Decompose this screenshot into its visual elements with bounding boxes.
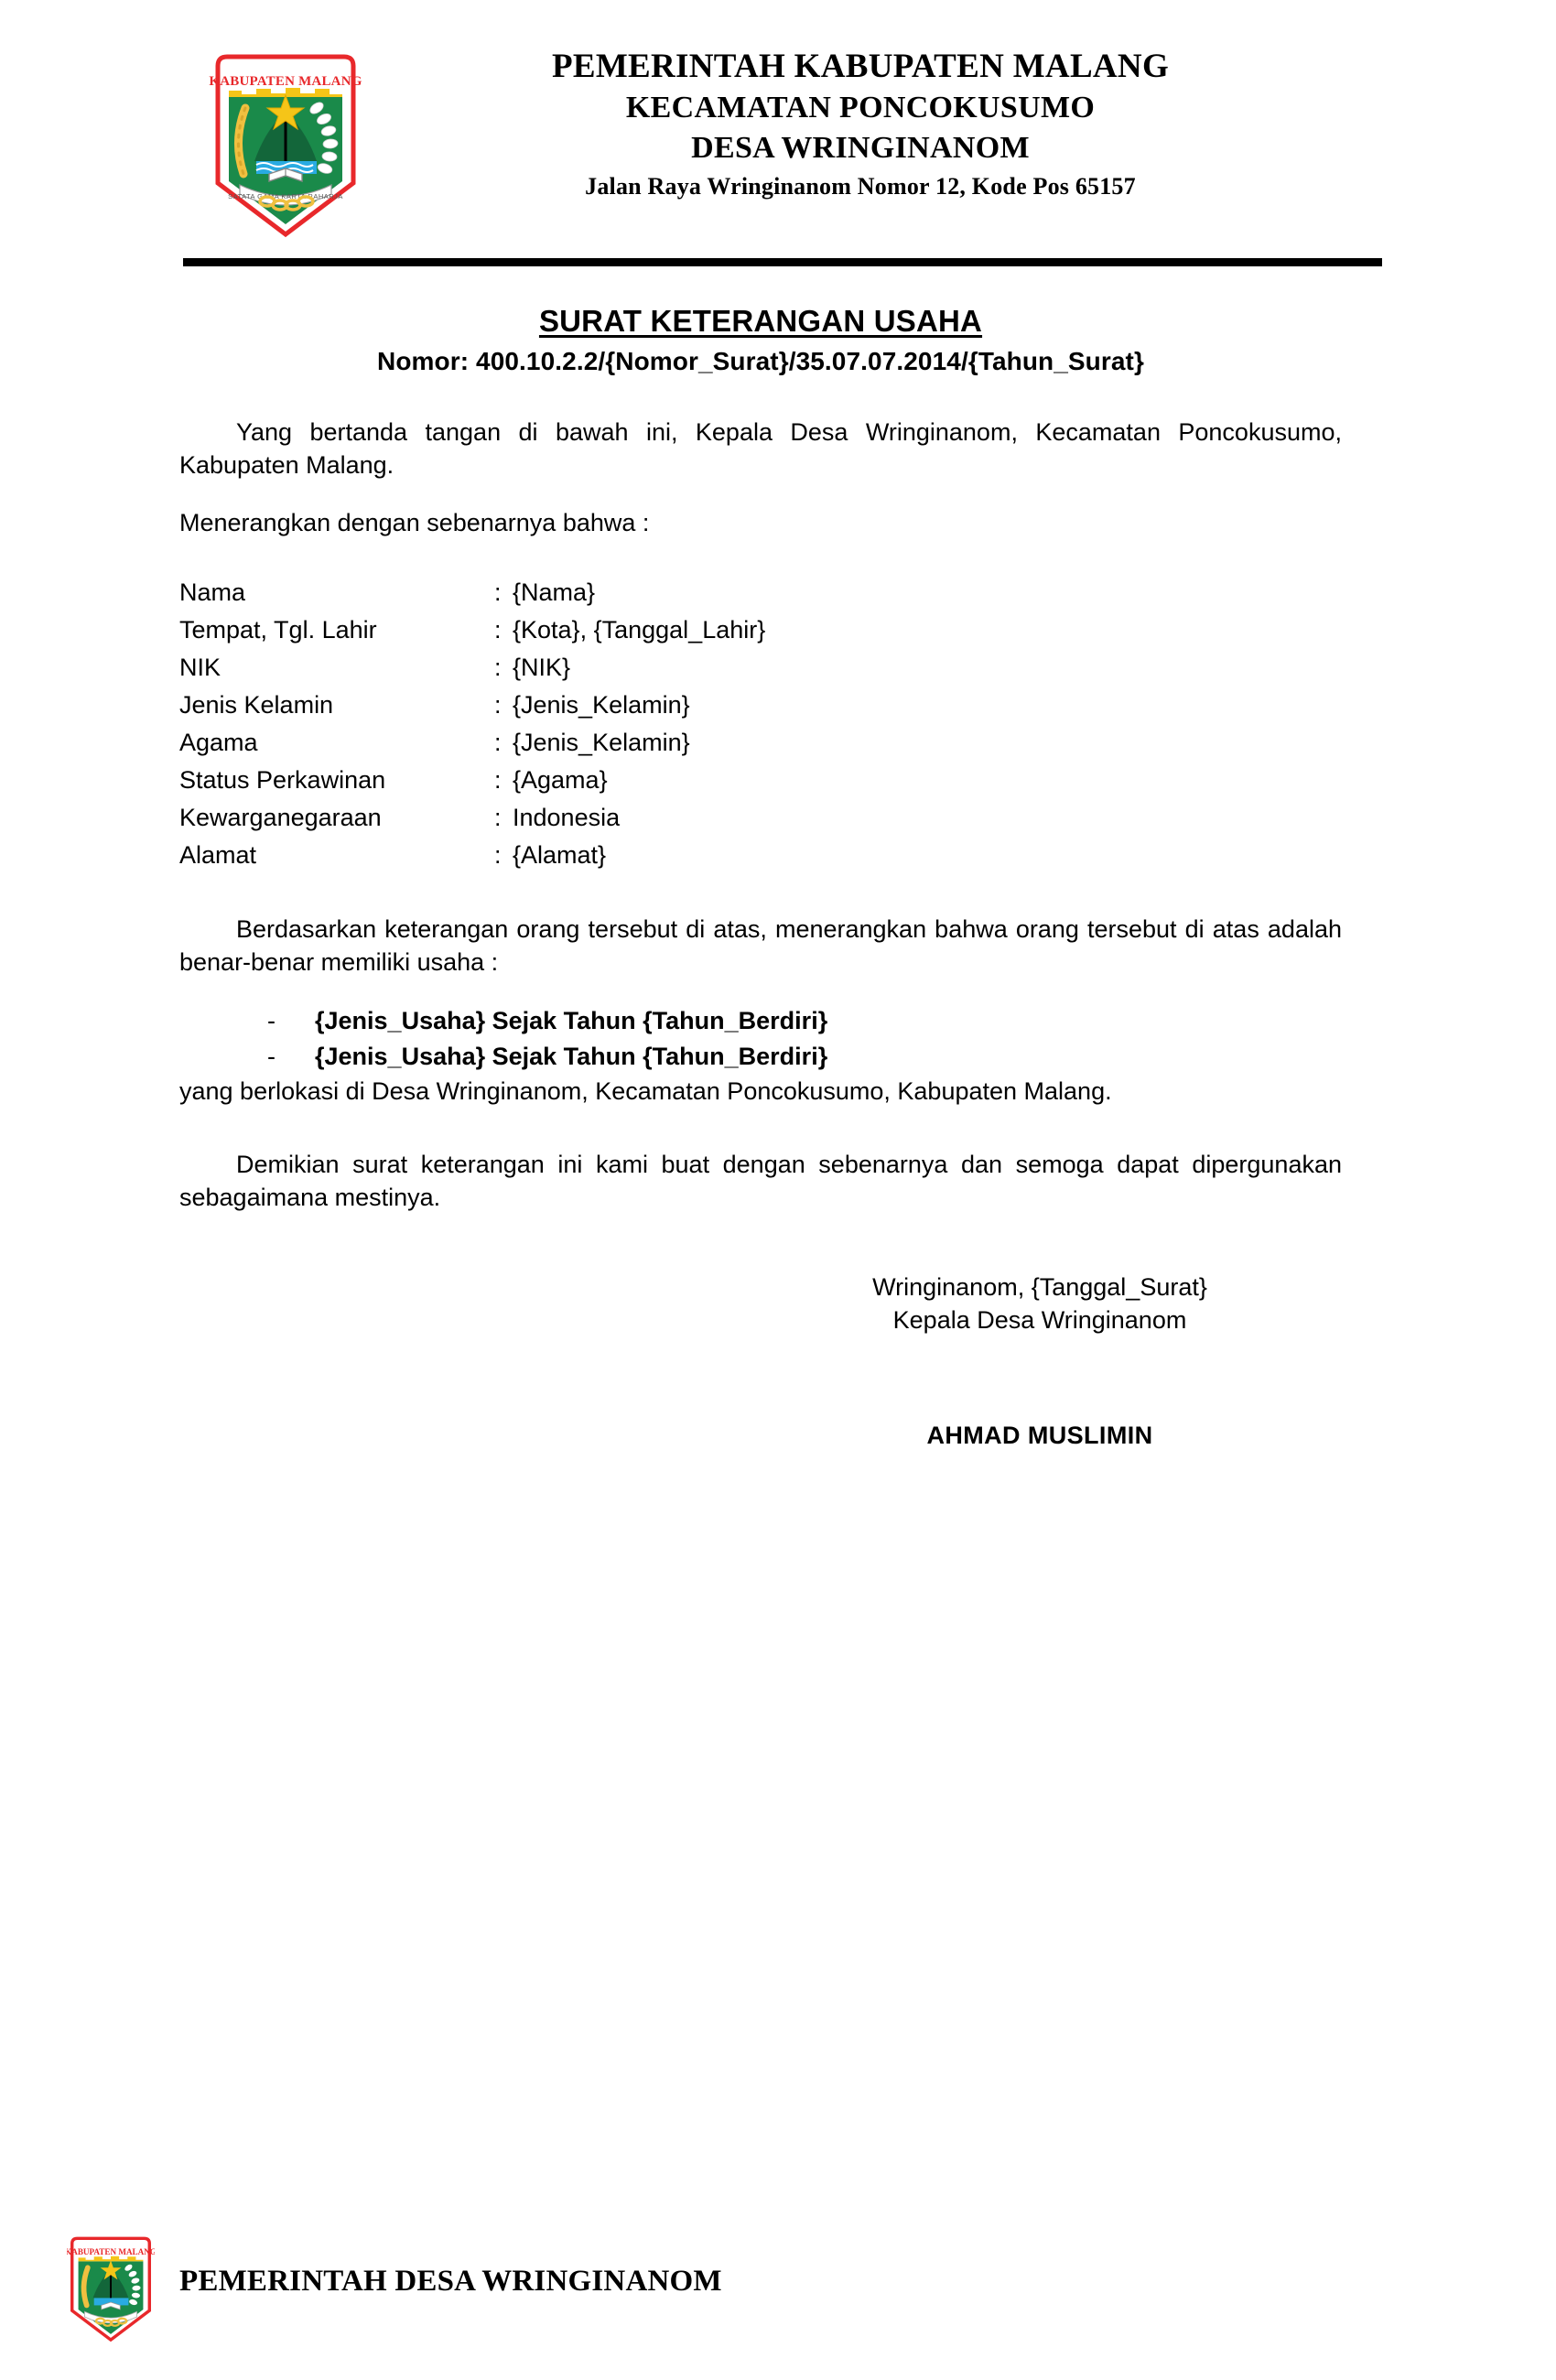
table-row	[179, 649, 1342, 687]
table-row	[179, 724, 1342, 762]
usaha-paragraph: Berdasarkan keterangan orang tersebut di atas, menerangkan bahwa orang tersebut di atas adalah benar-benar memiliki usaha :	[179, 915, 1342, 976]
footer-title: PEMERINTAH DESA WRINGINANOM	[179, 2265, 722, 2298]
field-separator: :	[494, 729, 502, 756]
field-label-status-perkawinan: Status Perkawinan	[179, 766, 386, 794]
usaha-list	[179, 1003, 1342, 1075]
letterhead-text-block	[330, 46, 1391, 205]
field-value-nama: {Nama}	[513, 579, 596, 606]
field-value-kewarganegaraan: Indonesia	[513, 804, 621, 831]
table-row	[179, 574, 1342, 611]
field-value-tempat-tgl-lahir: {Kota}, {Tanggal_Lahir}	[513, 616, 766, 644]
table-row	[179, 687, 1342, 724]
svg-text:KABUPATEN MALANG: KABUPATEN MALANG	[67, 2247, 155, 2256]
table-row	[179, 799, 1342, 837]
document-body	[179, 302, 1342, 1452]
field-label-nama: Nama	[179, 579, 246, 606]
document-number: Nomor: 400.10.2.2/{Nomor_Surat}/35.07.07.2014/{Tahun_Surat}	[377, 347, 1144, 375]
table-row	[179, 837, 1342, 874]
list-item-label: {Jenis_Usaha} Sejak Tahun {Tahun_Berdiri}	[315, 1007, 828, 1034]
bullet-marker: -	[267, 1007, 276, 1034]
intro-paragraph-2: Menerangkan dengan sebenarnya bahwa :	[179, 509, 650, 536]
field-value-nik: {NIK}	[513, 654, 571, 681]
usaha-location-paragraph: yang berlokasi di Desa Wringinanom, Kecamatan Poncokusumo, Kabupaten Malang.	[179, 1077, 1112, 1105]
document-title: SURAT KETERANGAN USAHA	[538, 304, 983, 338]
field-value-jenis-kelamin: {Jenis_Kelamin}	[513, 691, 690, 719]
list-item	[179, 1039, 1342, 1075]
field-label-alamat: Alamat	[179, 841, 257, 869]
field-label-agama: Agama	[179, 729, 258, 756]
field-label-nik: NIK	[179, 654, 222, 681]
kabupaten-malang-crest-icon-footer	[67, 2232, 155, 2343]
letterhead	[0, 37, 1556, 252]
signature-position: Kepala Desa Wringinanom	[892, 1306, 1187, 1334]
list-item-label: {Jenis_Usaha} Sejak Tahun {Tahun_Berdiri}	[315, 1043, 828, 1070]
field-value-status-perkawinan: {Agama}	[513, 766, 608, 794]
field-separator: :	[494, 841, 502, 869]
header-line-village: DESA WRINGINANOM	[691, 131, 1030, 165]
field-value-alamat: {Alamat}	[513, 841, 607, 869]
field-separator: :	[494, 804, 502, 831]
field-separator: :	[494, 579, 502, 606]
document-footer	[0, 2215, 1556, 2380]
field-separator: :	[494, 616, 502, 644]
intro-paragraph-1: Yang bertanda tangan di bawah ini, Kepala Desa Wringinanom, Kecamatan Poncokusumo, Kabupaten Malang.	[179, 418, 1342, 479]
field-separator: :	[494, 654, 502, 681]
bullet-marker: -	[267, 1043, 276, 1070]
header-line-government: PEMERINTAH KABUPATEN MALANG	[551, 48, 1170, 85]
field-separator: :	[494, 691, 502, 719]
table-row	[179, 762, 1342, 799]
header-line-address: Jalan Raya Wringinanom Nomor 12, Kode Pos 65157	[585, 173, 1136, 200]
field-label-tempat-tgl-lahir: Tempat, Tgl. Lahir	[179, 616, 377, 644]
crest-label-text: KABUPATEN MALANG	[209, 74, 362, 89]
list-item	[179, 1003, 1342, 1039]
signature-name: AHMAD MUSLIMIN	[926, 1422, 1153, 1449]
personal-data-table	[179, 574, 1342, 874]
crest-motto-text: SATATA GAMA KARTA RAHARJA	[228, 192, 343, 200]
header-line-district: KECAMATAN PONCOKUSUMO	[625, 91, 1096, 124]
field-label-kewarganegaraan: Kewarganegaraan	[179, 804, 382, 831]
signature-block	[747, 1271, 1333, 1452]
field-label-jenis-kelamin: Jenis Kelamin	[179, 691, 334, 719]
closing-paragraph: Demikian surat keterangan ini kami buat dengan sebenarnya dan semoga dapat dipergunakan sebagaimana mestinya.	[179, 1151, 1342, 1211]
signature-place-date: Wringinanom, {Tanggal_Surat}	[872, 1273, 1207, 1301]
field-value-agama: {Jenis_Kelamin}	[513, 729, 690, 756]
field-separator: :	[494, 766, 502, 794]
table-row	[179, 611, 1342, 649]
header-divider-rule	[183, 258, 1382, 266]
